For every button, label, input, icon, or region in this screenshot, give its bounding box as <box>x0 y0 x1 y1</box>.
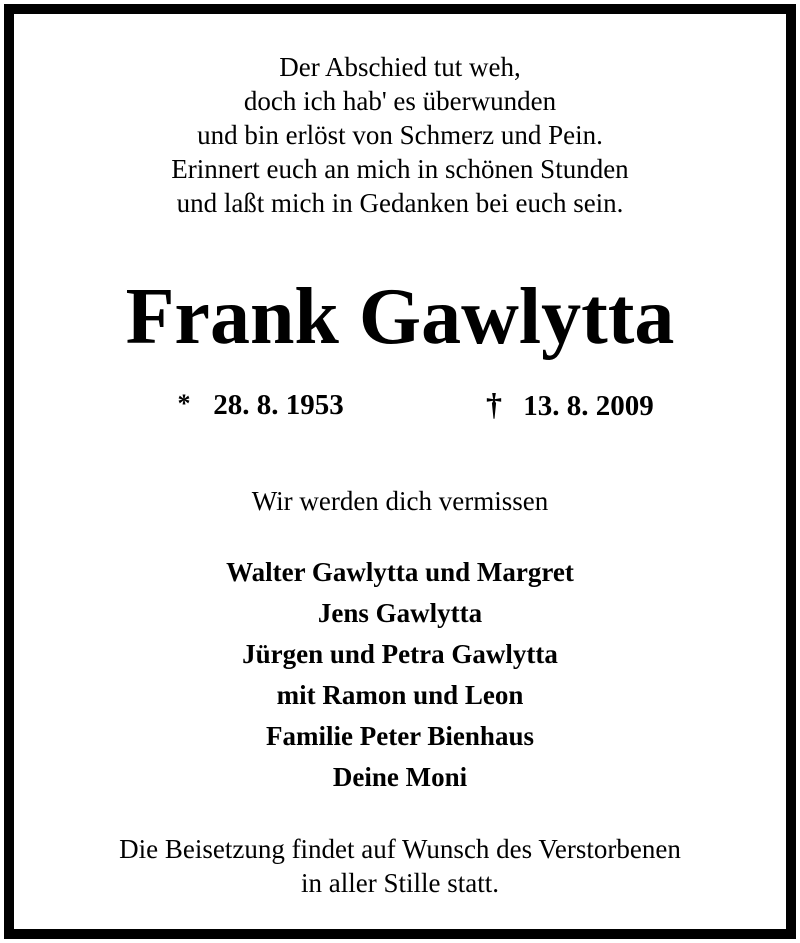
funeral-line: Die Beisetzung findet auf Wunsch des Verstorbenen <box>119 834 681 864</box>
mourner-entry: Walter Gawlytta und Margret <box>226 557 574 587</box>
obituary-notice <box>4 4 796 939</box>
mourner-entry: Jürgen und Petra Gawlytta <box>242 639 558 669</box>
funeral-line: in aller Stille statt. <box>301 868 499 898</box>
poem-line: Der Abschied tut weh, <box>279 52 521 82</box>
poem-line: und bin erlöst von Schmerz und Pein. <box>197 120 603 150</box>
death-cross-icon: † <box>486 386 502 422</box>
birth-info <box>162 384 344 425</box>
mourner-entry: Jens Gawlytta <box>317 598 483 628</box>
poem-line: doch ich hab' es überwunden <box>243 86 557 116</box>
death-date: 13. 8. 2009 <box>523 390 654 422</box>
mourners-list <box>14 552 786 798</box>
funeral-notice <box>14 832 786 900</box>
death-info <box>472 384 654 426</box>
mourner-entry: mit Ramon und Leon <box>276 680 524 710</box>
memorial-poem <box>14 50 786 220</box>
mourner-entry: Deine Moni <box>332 762 468 792</box>
poem-line: Erinnert euch an mich in schönen Stunden <box>171 154 629 184</box>
life-dates <box>14 384 786 424</box>
miss-line: Wir werden dich vermissen <box>251 486 549 516</box>
poem-line: und laßt mich in Gedanken bei euch sein. <box>176 188 624 218</box>
deceased-name: Frank Gawlytta <box>125 273 675 361</box>
birth-date: 28. 8. 1953 <box>213 389 344 421</box>
mourner-entry: Familie Peter Bienhaus <box>266 721 534 751</box>
birth-star-icon: * <box>177 389 191 418</box>
